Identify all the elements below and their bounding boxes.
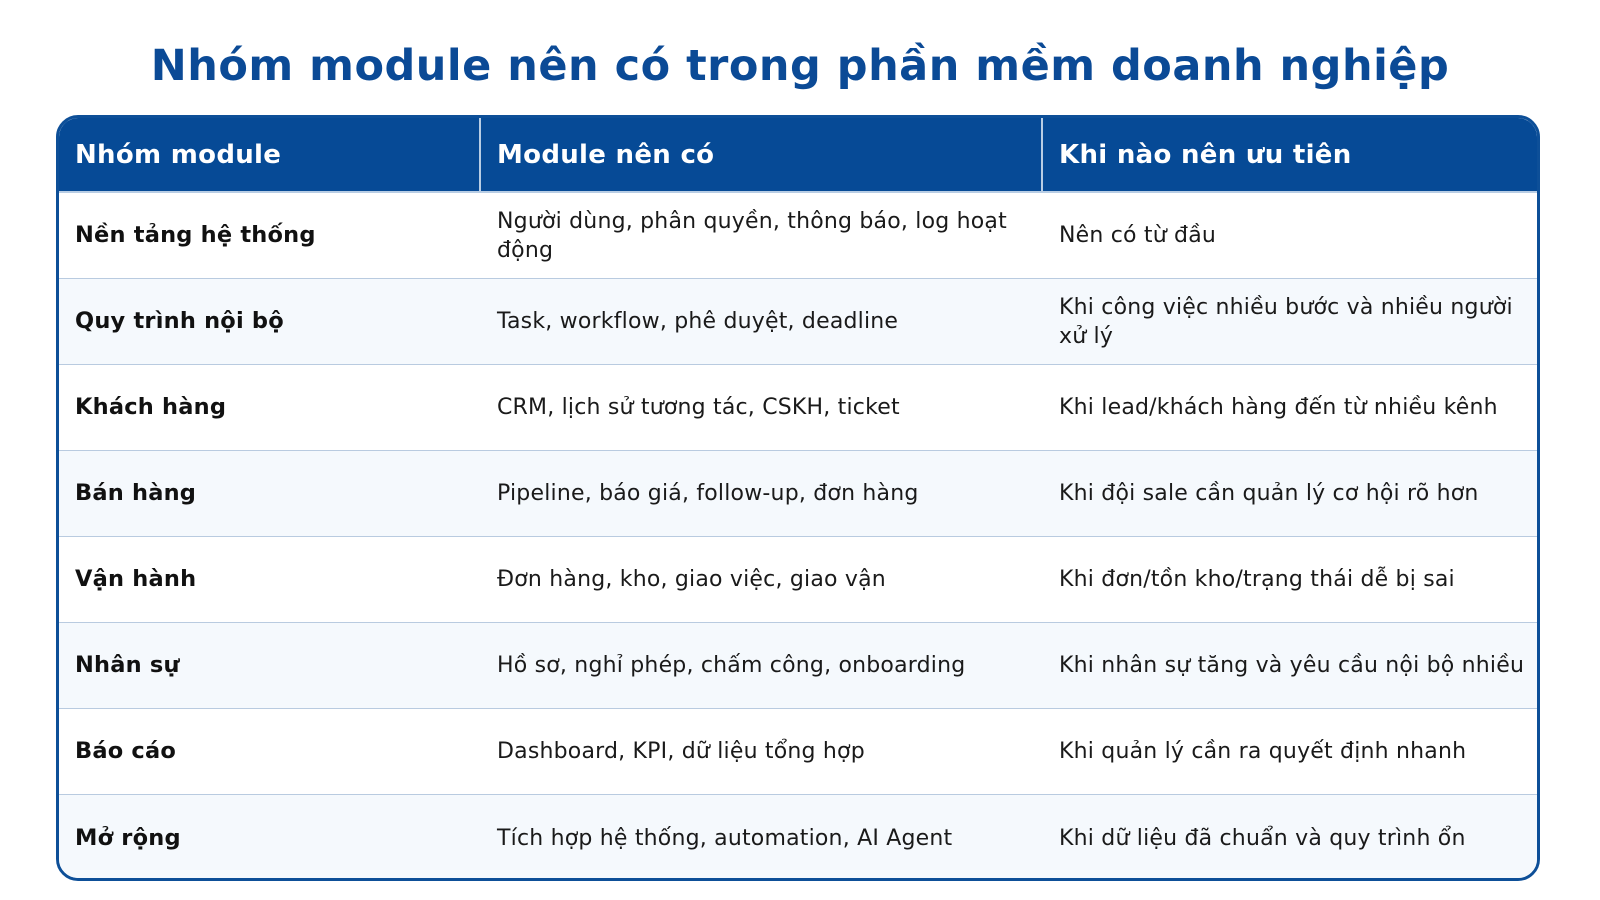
module-table: [56, 115, 1540, 881]
modules-cell: Tích hợp hệ thống, automation, AI Agent: [497, 825, 953, 851]
priority-cell: Khi đội sale cần quản lý cơ hội rõ hơn: [1059, 481, 1479, 506]
header-priority-when: Khi nào nên ưu tiên: [1059, 139, 1352, 170]
priority-cell: Khi quản lý cần ra quyết định nhanh: [1059, 739, 1467, 764]
module-group-cell: Báo cáo: [75, 738, 177, 764]
priority-cell: Khi đơn/tồn kho/trạng thái dễ bị sai: [1059, 567, 1455, 592]
module-group-cell: Khách hàng: [75, 394, 227, 420]
table-row: [59, 709, 1537, 795]
priority-cell: Khi nhân sự tăng và yêu cầu nội bộ nhiều: [1059, 653, 1525, 678]
page-title: Nhóm module nên có trong phần mềm doanh nghiệp: [150, 41, 1450, 91]
module-group-cell: Quy trình nội bộ: [75, 308, 284, 334]
module-group-cell: Bán hàng: [75, 480, 197, 506]
table-body: [59, 193, 1537, 881]
table-row: [59, 537, 1537, 623]
header-recommended-modules: Module nên có: [481, 118, 1043, 191]
priority-cell: Khi công việc nhiều bước và nhiều người xử lý: [1059, 294, 1513, 349]
priority-cell: Nên có từ đầu: [1059, 223, 1217, 248]
header-module-group: Nhóm module: [59, 118, 481, 191]
modules-cell: Người dùng, phân quyền, thông báo, log hoạt động: [497, 208, 1007, 263]
module-group-cell: Nhân sự: [75, 652, 180, 678]
table-header-row: [59, 118, 1537, 193]
modules-cell: Dashboard, KPI, dữ liệu tổng hợp: [497, 739, 865, 764]
priority-cell: Khi lead/khách hàng đến từ nhiều kênh: [1059, 395, 1498, 420]
module-group-cell: Vận hành: [75, 566, 197, 592]
table-row: [59, 451, 1537, 537]
module-group-cell: Mở rộng: [75, 824, 181, 851]
module-group-cell: Nền tảng hệ thống: [75, 222, 316, 248]
priority-cell: Khi dữ liệu đã chuẩn và quy trình ổn: [1059, 825, 1466, 851]
modules-cell: CRM, lịch sử tương tác, CSKH, ticket: [497, 395, 900, 420]
table-row: [59, 279, 1537, 365]
table-row: [59, 795, 1537, 881]
modules-cell: Pipeline, báo giá, follow-up, đơn hàng: [497, 481, 919, 506]
modules-cell: Task, workflow, phê duyệt, deadline: [497, 309, 899, 334]
table-row: [59, 623, 1537, 709]
modules-cell: Đơn hàng, kho, giao việc, giao vận: [497, 567, 886, 592]
table-row: [59, 193, 1537, 279]
table-row: [59, 365, 1537, 451]
modules-cell: Hồ sơ, nghỉ phép, chấm công, onboarding: [497, 653, 966, 678]
